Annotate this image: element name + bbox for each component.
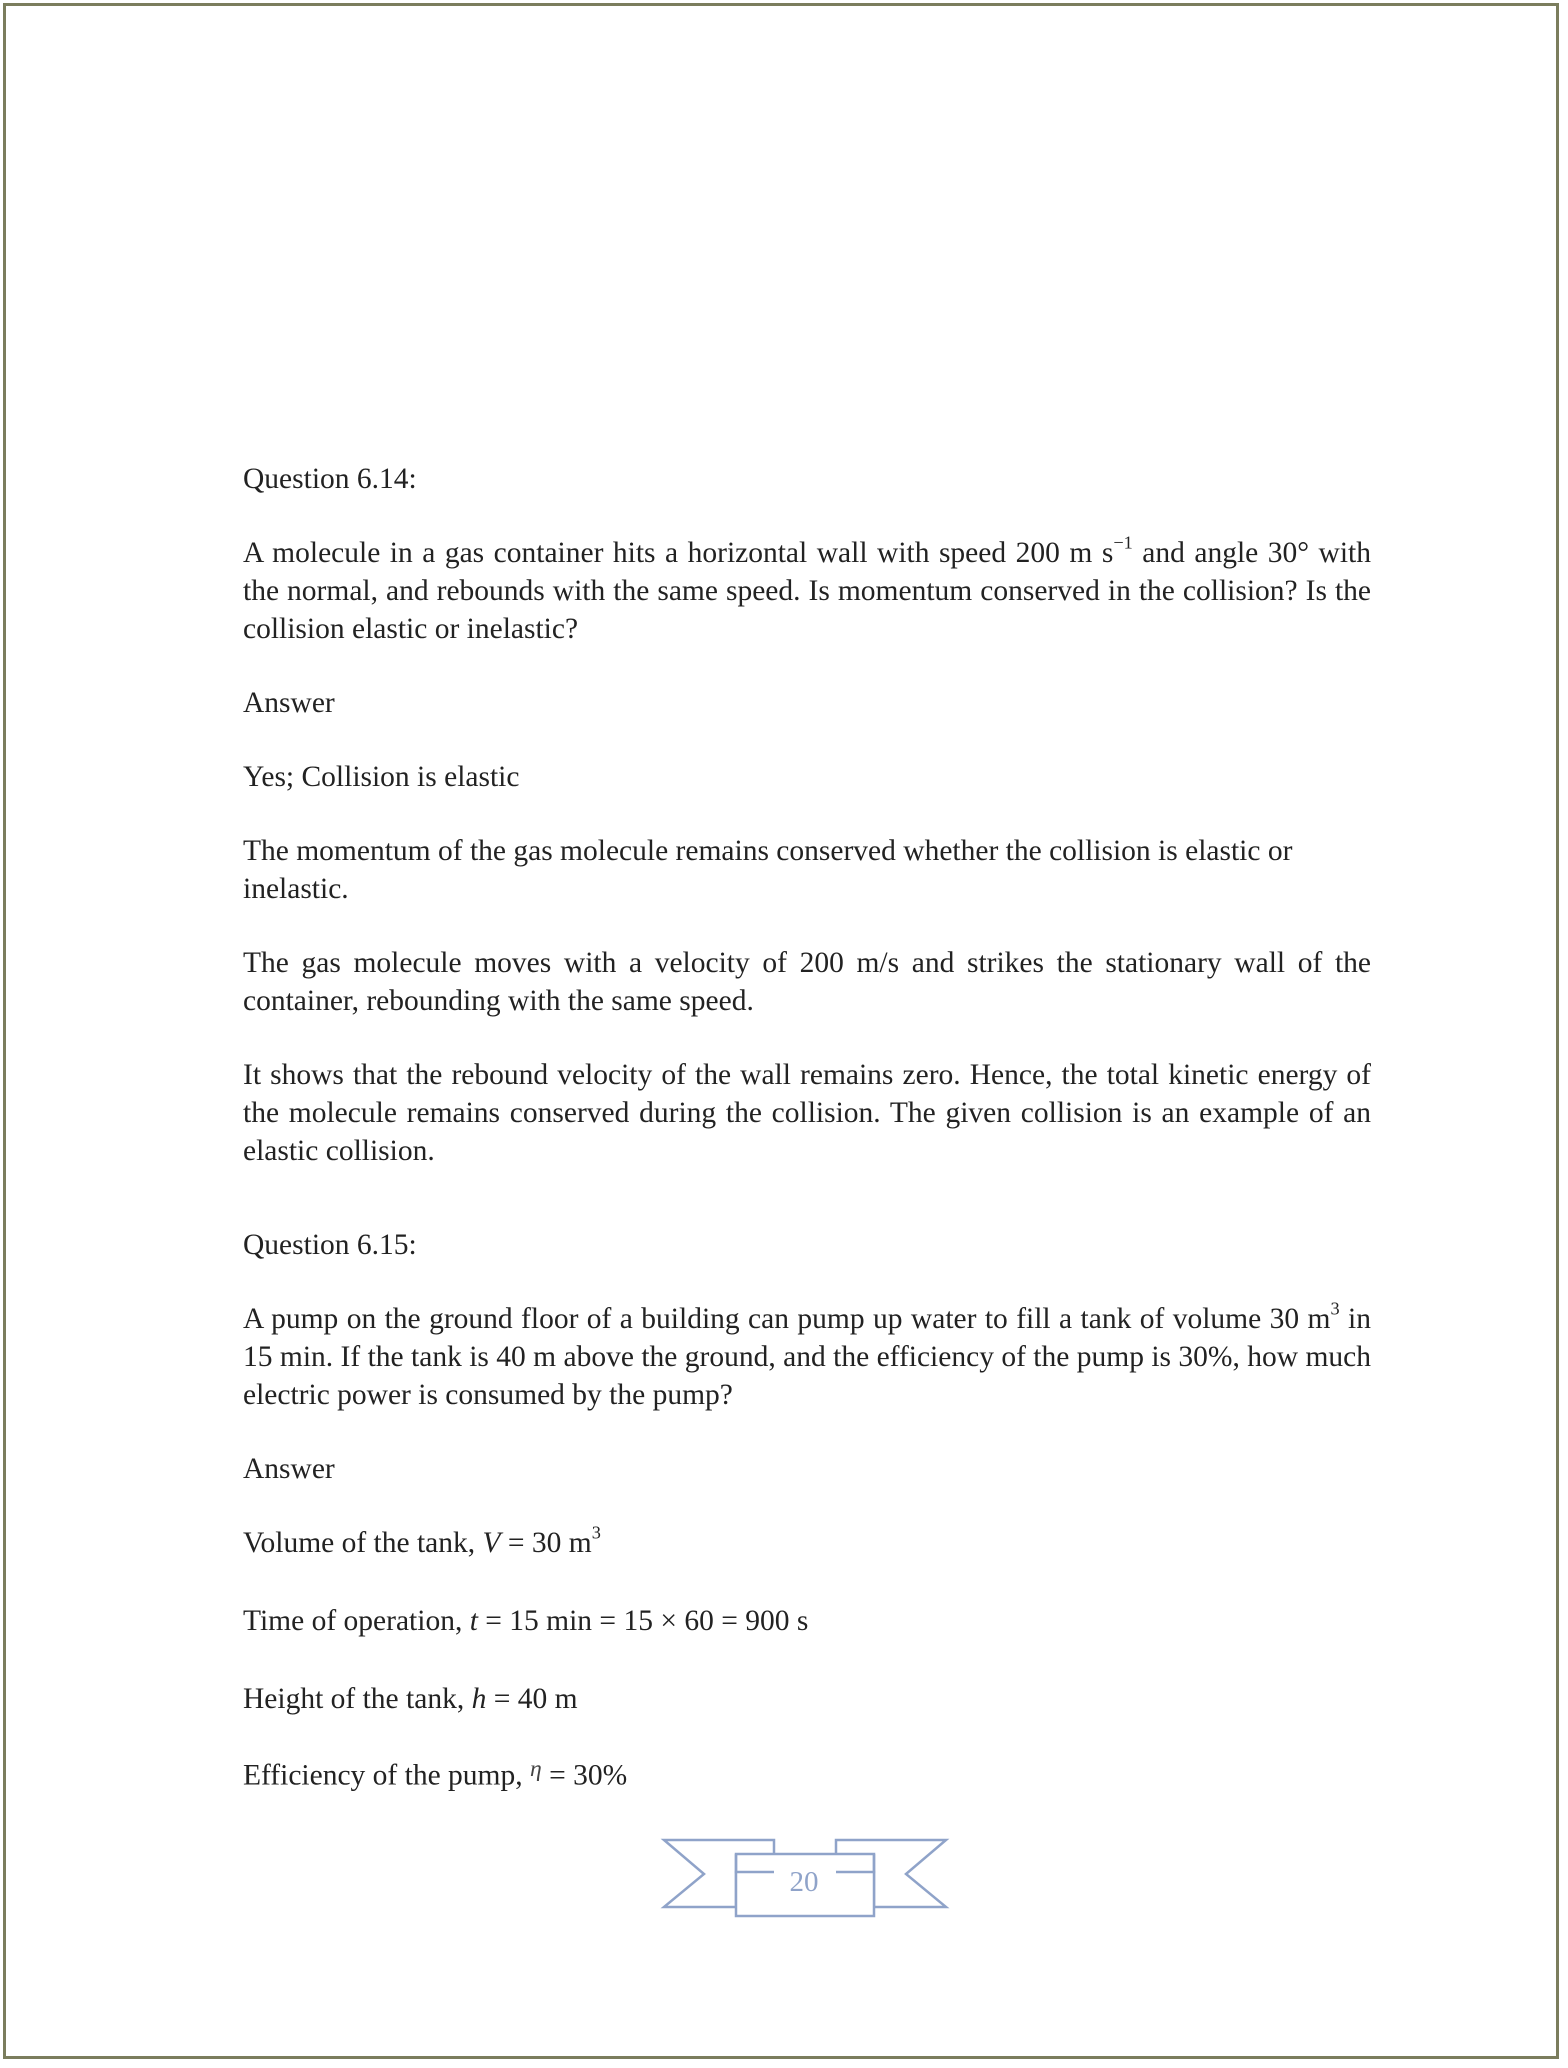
given-height: Height of the tank, h = 40 m [243,1683,578,1715]
answer-paragraph: It shows that the rebound velocity of the wall remains zero. Hence, the total kinetic energy of the molecule remains conserved during the collision. The given collision is an example of an elastic collision. [243,1059,1371,1167]
answer-label: Answer [243,1453,335,1485]
given-efficiency: Efficiency of the pump, $^\eta$ = 30% [243,1756,628,1792]
question-statement: A pump on the ground floor of a building can pump up water to fill a tank of volume 30 $m^3$ in 15 min. If the tank is 40 m above the ground, and the efficiency of the pump is 30%, how much electric power is consumed by the pump? [243,1298,1371,1411]
question-statement: A molecule in a gas container hits a horizontal wall with speed 200 m $s^{-1}$ and angle 30° with the normal, and rebounds with the same speed. Is momentum conserved in the collision? Is the collision elastic or inelastic? [243,532,1371,645]
eta-symbol: η [530,1756,542,1782]
question-title: Question 6.15: [243,1229,417,1261]
document-body [243,460,1371,1794]
answer-paragraph: The momentum of the gas molecule remains conserved whether the collision is elastic or inelastic. [243,835,1293,905]
given-volume: Volume of the tank, V = 30 $m^3$ [243,1522,601,1559]
given-time: Time of operation, t = 15 min = 15 × 60 = 900 s [243,1605,809,1637]
answer-label: Answer [243,687,335,719]
answer-paragraph: The gas molecule moves with a velocity of 200 m/s and strikes the stationary wall of the container, rebounding with the same speed. [243,947,1371,1017]
answer-paragraph: Yes; Collision is elastic [243,761,520,793]
page-number: 20 [789,1866,819,1898]
question-title: Question 6.14: [243,463,417,495]
